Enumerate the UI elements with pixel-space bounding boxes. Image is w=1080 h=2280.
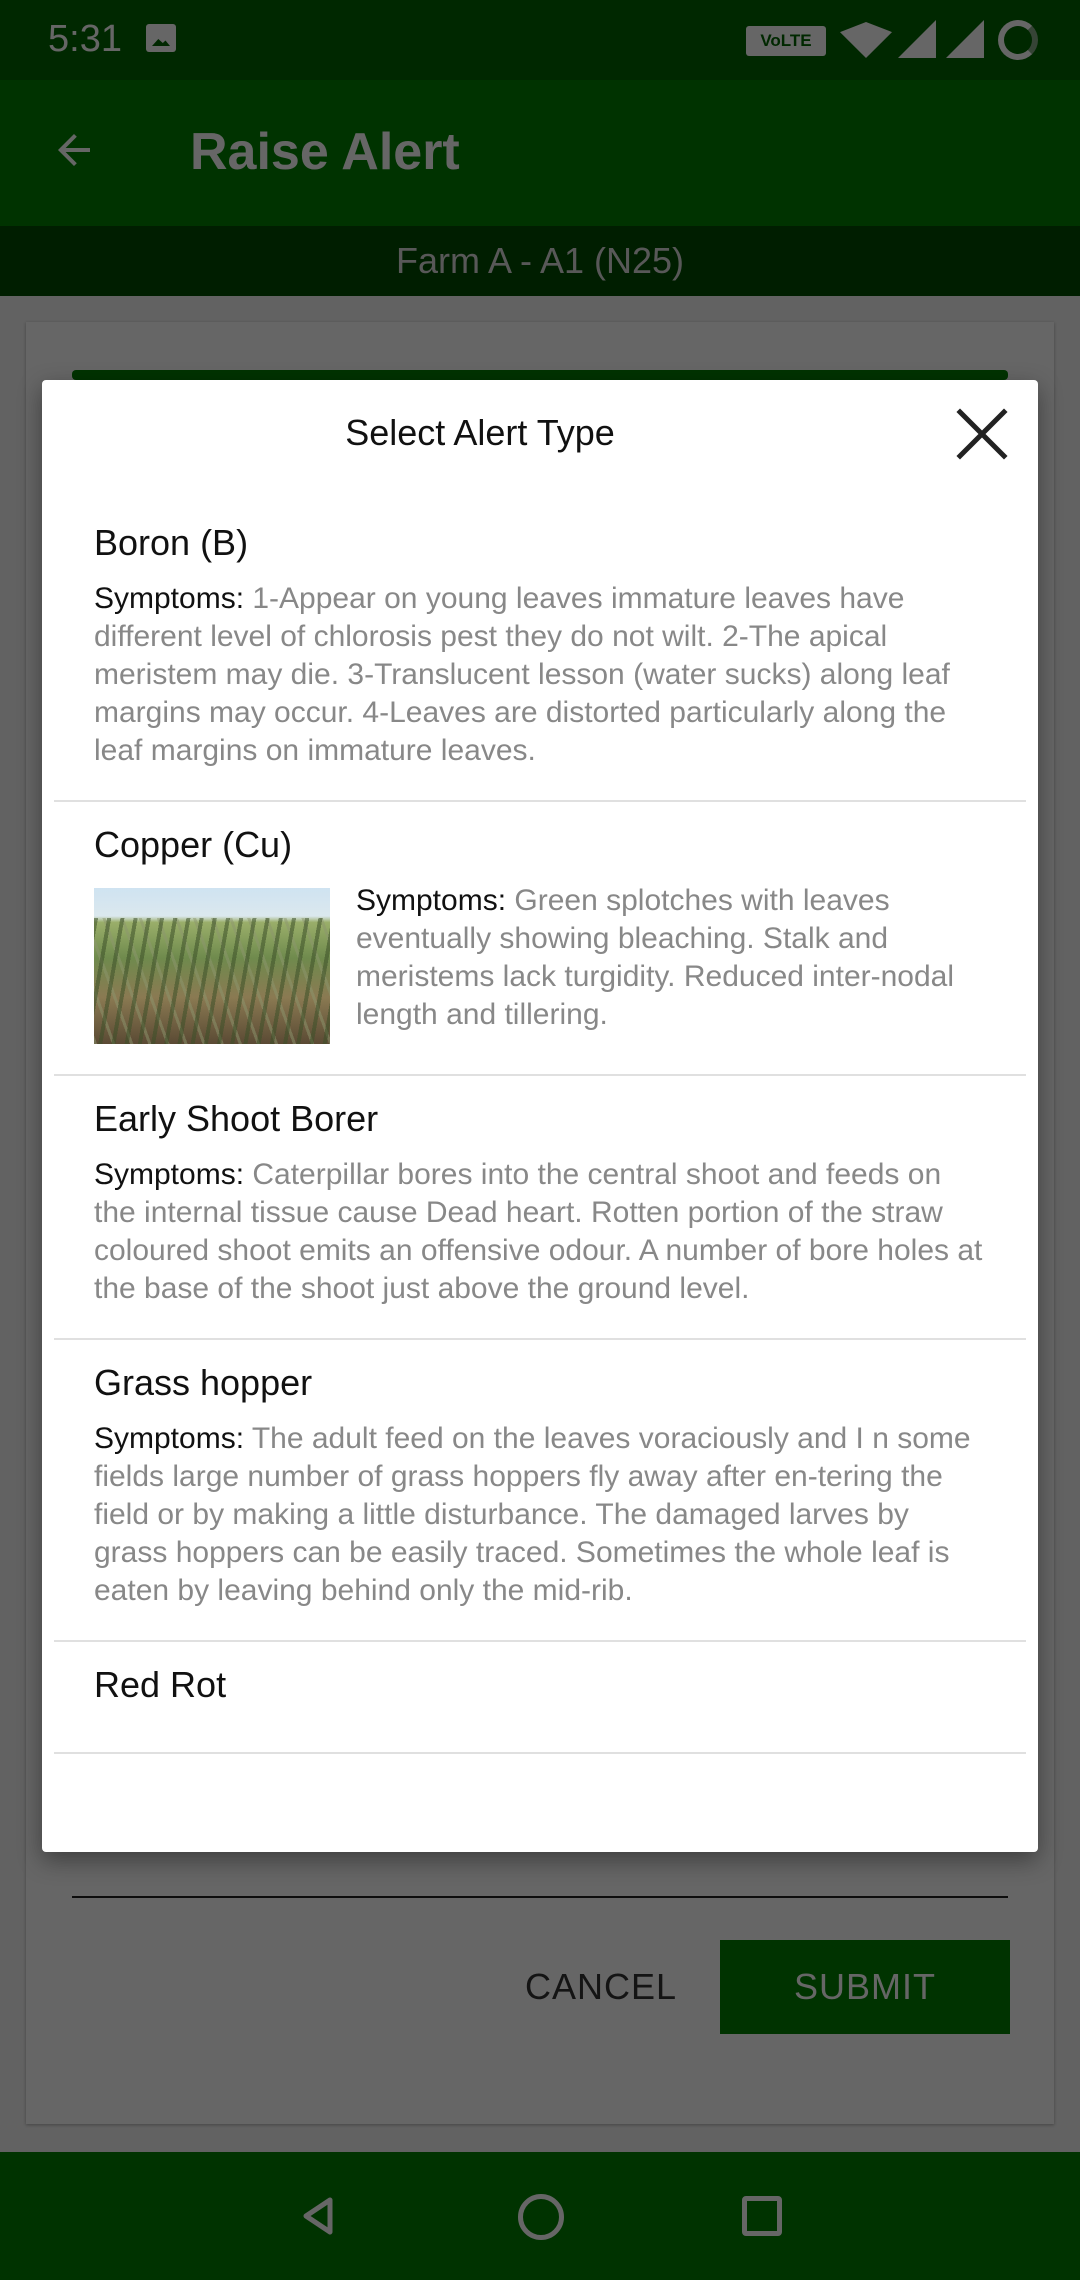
symptoms-label: Symptoms: <box>94 1422 245 1455</box>
symptoms-text: Caterpillar bores into the central shoot and feeds on the internal tissue cause Dead heart. Rotten portion of the straw coloured shoot emits an offensive odour. A number of bore holes at the base of the shoot just above the ground level. <box>94 1158 983 1305</box>
alert-item-early-shoot-borer[interactable] <box>54 1076 1026 1340</box>
alert-item-boron[interactable] <box>54 500 1026 802</box>
close-icon[interactable] <box>954 406 1010 462</box>
alert-item-name: Copper (Cu) <box>94 824 293 865</box>
alert-item-symptoms <box>94 1420 986 1610</box>
dialog-title <box>42 412 1038 454</box>
alert-item-symptoms <box>94 1156 986 1308</box>
alert-item-symptoms <box>94 580 986 770</box>
dialog-title-text: Select Alert Type <box>345 412 615 453</box>
symptoms-text: Green splotches with leaves eventually showing bleaching. Stalk and meristems lack turgidity. Reduced inter-nodal length and tillering. <box>356 884 955 1031</box>
symptoms-label: Symptoms: <box>356 884 507 917</box>
alert-item-name: Grass hopper <box>94 1362 313 1403</box>
alert-item-red-rot[interactable] <box>54 1642 1026 1754</box>
dialog-header <box>42 380 1038 500</box>
select-alert-type-dialog <box>42 380 1038 1852</box>
symptoms-text: 1-Appear on young leaves immature leaves have different level of chlorosis pest they do not wilt. 2-The apical meristem may die. 3-Translucent lesson (water sucks) along leaf margins may occur. 4-Leaves are distorted particularly along the leaf margins on immature leaves. <box>94 582 950 767</box>
symptoms-label: Symptoms: <box>94 582 245 615</box>
crop-thumbnail-image <box>94 888 330 1044</box>
alert-item-symptoms <box>356 882 986 1034</box>
alert-item-copper[interactable] <box>54 802 1026 1076</box>
symptoms-label: Symptoms: <box>94 1158 245 1191</box>
alert-item-grass-hopper[interactable] <box>54 1340 1026 1642</box>
alert-item-name: Boron (B) <box>94 522 249 563</box>
symptoms-text: The adult feed on the leaves voraciously and I n some fields large number of grass hoppers fly away after en-tering the field or by making a little disturbance. The damaged larves by grass hoppers can be easily traced. Sometimes the whole leaf is eaten by leaving behind only the mid-rib. <box>94 1422 971 1607</box>
alert-item-name: Early Shoot Borer <box>94 1098 379 1139</box>
alert-item-name: Red Rot <box>94 1664 227 1705</box>
alert-type-list[interactable] <box>42 500 1038 1852</box>
